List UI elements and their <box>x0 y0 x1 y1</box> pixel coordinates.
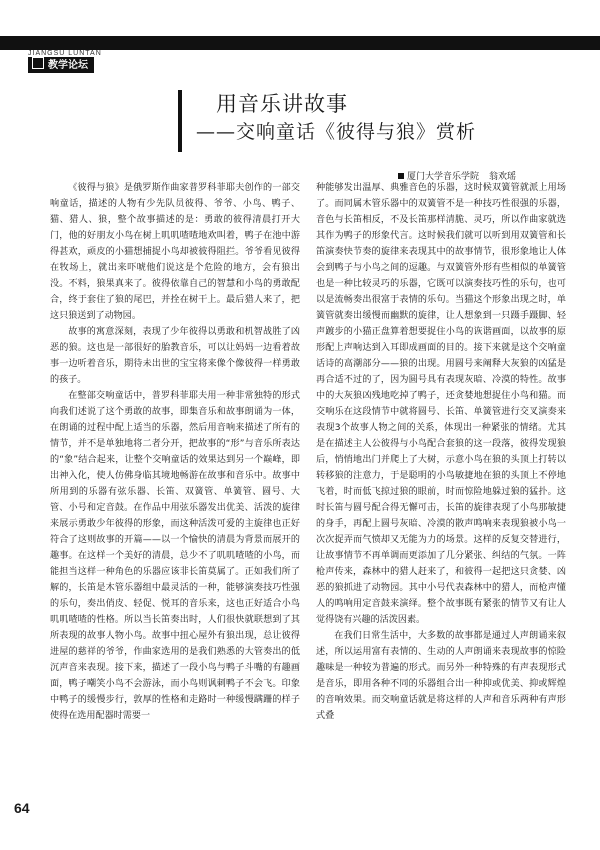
right-column <box>316 180 566 724</box>
column-tag-label: 教学论坛 <box>48 60 88 71</box>
paragraph: 《彼得与狼》是俄罗斯作曲家普罗科菲耶夫创作的一部交响童话，描述的人物有少先队员彼得、爷爷、小鸟、鸭子、猫、猎人、狼，整个故事描述的是：勇敢的彼得清晨打开大门，他的好朋友小鸟在树上叽叽喳喳地欢叫着，鸭子在池中游得甚欢，顽皮的小猫想捕捉小鸟却被彼得阻拦。爷爷看见彼得在牧场上，就出来吓唬他们说这是个危险的地方，会有狼出没。不料，狼果真来了。彼得依靠自己的智慧和小鸟的勇敢配合，终于套住了狼的尾巴，并拴在树干上。最后猎人来了，把这只狼送到了动物园。 <box>50 183 300 321</box>
left-column <box>50 180 300 724</box>
article-title: 用音乐讲故事 <box>216 92 348 116</box>
column-tag <box>28 57 94 73</box>
header-bar <box>0 36 600 50</box>
article-title-block <box>178 90 586 152</box>
paragraph: 在整部交响童话中，普罗科菲耶夫用一种非常独特的形式向我们述说了这个勇敢的故事，即集音乐和故事朗诵为一体，在朗诵的过程中配上适当的乐器，然后用音响来描述了所有的情节，并不是单独地将二者分开，把故事的“形”与音乐所表达的“象”结合起来，让整个交响童话的效果达到另一个巅峰，即出神入化，使人仿佛身临其境地畅游在故事和音乐中。故事中所用到的乐器有弦乐器、长笛、双簧管、单簧管、圆号、大管、小号和定音鼓。在作品中用弦乐器发出优美、活泼的旋律来展示勇敢少年彼得的形象，而这种活泼可爱的主旋律也正好符合了这则故事的开篇——以一个愉快的清晨为背景而展开的趣事。在这样一个美好的清晨，总少不了叽叽喳喳的小鸟，而能担当这样一种角色的乐器应该非长笛莫属了。正如我们所了解的，长笛是木管乐器组中最灵活的一种，能够演奏技巧性强的乐句，奏出俏皮、轻促、悦耳的音乐来，这也正好适合小鸟叽叽喳喳的性格。所以当长笛奏出时，人们很快就联想到了其所表现的故事人物小鸟。故事中扭心屋外有狼出现，总让彼得进屋的慈祥的爷爷，作曲家选用的是我们熟悉的大管奏出的低沉声音来表现。接下来，描述了一段小鸟与鸭子斗嘴的有趣画面，鸭子嘲笑小鸟不会游泳，而小鸟则讽刺鸭子不会飞。印象中鸭子的缓慢步行，敦厚的性格和走路时一种缓慢蹒跚的样子使得在选用配器时需要一 <box>50 391 300 721</box>
paragraph: 故事的寓意深刻，表现了少年彼得以勇敢和机智战胜了凶恶的狼。这也是一部很好的胎教音乐，可以让妈妈一边看着故事一边听着音乐，期待未出世的宝宝将来像个像彼得一样勇敢的孩子。 <box>50 327 300 385</box>
column-tag-icon <box>32 57 44 69</box>
article-subtitle: ——交响童话《彼得与狼》赏析 <box>196 121 477 143</box>
paragraph: 种能够发出温厚、典雅音色的乐器，这时候双簧管就派上用场了。而同属木管乐器中的双簧管不是一种技巧性很强的乐器，音色与长笛相反，不及长笛那样清脆、灵巧，所以作曲家就选其作为鸭子的形象代言。这时候我们就可以听到用双簧管和长笛演奏快节奏的旋律来表现其中的故事情节，很形象地让人体会到鸭子与小鸟之间的逗趣。与双簧管外形有些相似的单簧管也是一种比较灵巧的乐器，它既可以演奏技巧性的乐句，也可以是流畅奏出很富于表情的乐句。当猫这个形象出现之时，单簧管就奏出缓慢而幽默的旋律，让人想象到一只蹑手蹑脚、轻声踱步的小猫正盘算着想要捉住小鸟的诙谐画面，以故事的原形配上声响达到入耳即成画面的目的。接下来就是这个交响童话诗的高潮部分——狼的出现。用圆号来阐释大灰狼的凶猛是再合适不过的了，因为圆号具有表现灰暗、冷漠的特性。故事中的大灰狼凶残地吃掉了鸭子，还贪婪地想捉住小鸟和猫。而交响乐在这段情节中就将圆号、长笛、单簧管进行交叉演奏来表现3个故事人物之间的关系，体现出一种紧张的情绪。尤其是在描述主人公彼得与小鸟配合套狼的这一段落，彼得发现狼后，悄悄地出门并爬上了大树，示意小鸟在狼的头顶上打转以转移狼的注意力，于是聪明的小鸟敏捷地在狼的头顶上不停地飞着，时而低飞掠过狼的眼前，时而惊险地躲过狼的猛扑。这时长笛与圆号配合得无懈可击，长笛的旋律表现了小鸟那敏捷的身手，再配上圆号灰暗、冷漠的散声鸣响来表现狼被小鸟一次次捉弄而气愤却又无能为力的场景。这样的反复交替进行，让故事情节不再单调而更添加了几分紧张、纠结的气氛。一阵枪声传来，森林中的猎人赶来了，和彼得一起把这只贪婪、凶恶的狼抓进了动物园。其中小号代表森林中的猎人，而枪声懂人的鸣响用定音鼓来演绎。整个故事既有紧张的情节又有让人觉得饶有兴趣的活泼因素。 <box>316 183 566 625</box>
author-name: 翁欢瑶 <box>489 172 517 182</box>
paragraph: 在我们日常生活中，大多数的故事都是通过人声朗诵来叙述，所以运用富有表情的、生动的人声朗诵来表现故事的惊险趣味是一种较为普遍的形式。而另外一种特殊的有声表现形式是音乐，即用各种不同的乐器组合出一种抑或优美、抑或辉煌的音响效果。而交响童话就是将这样的人声和音乐两种有声形式叠 <box>316 631 566 721</box>
byline-square-icon <box>398 173 404 179</box>
author-affiliation: 厦门大学音乐学院 <box>407 172 480 182</box>
journal-mark: JIANGSU LUNTAN <box>28 50 102 57</box>
page-number: 64 <box>14 800 30 816</box>
